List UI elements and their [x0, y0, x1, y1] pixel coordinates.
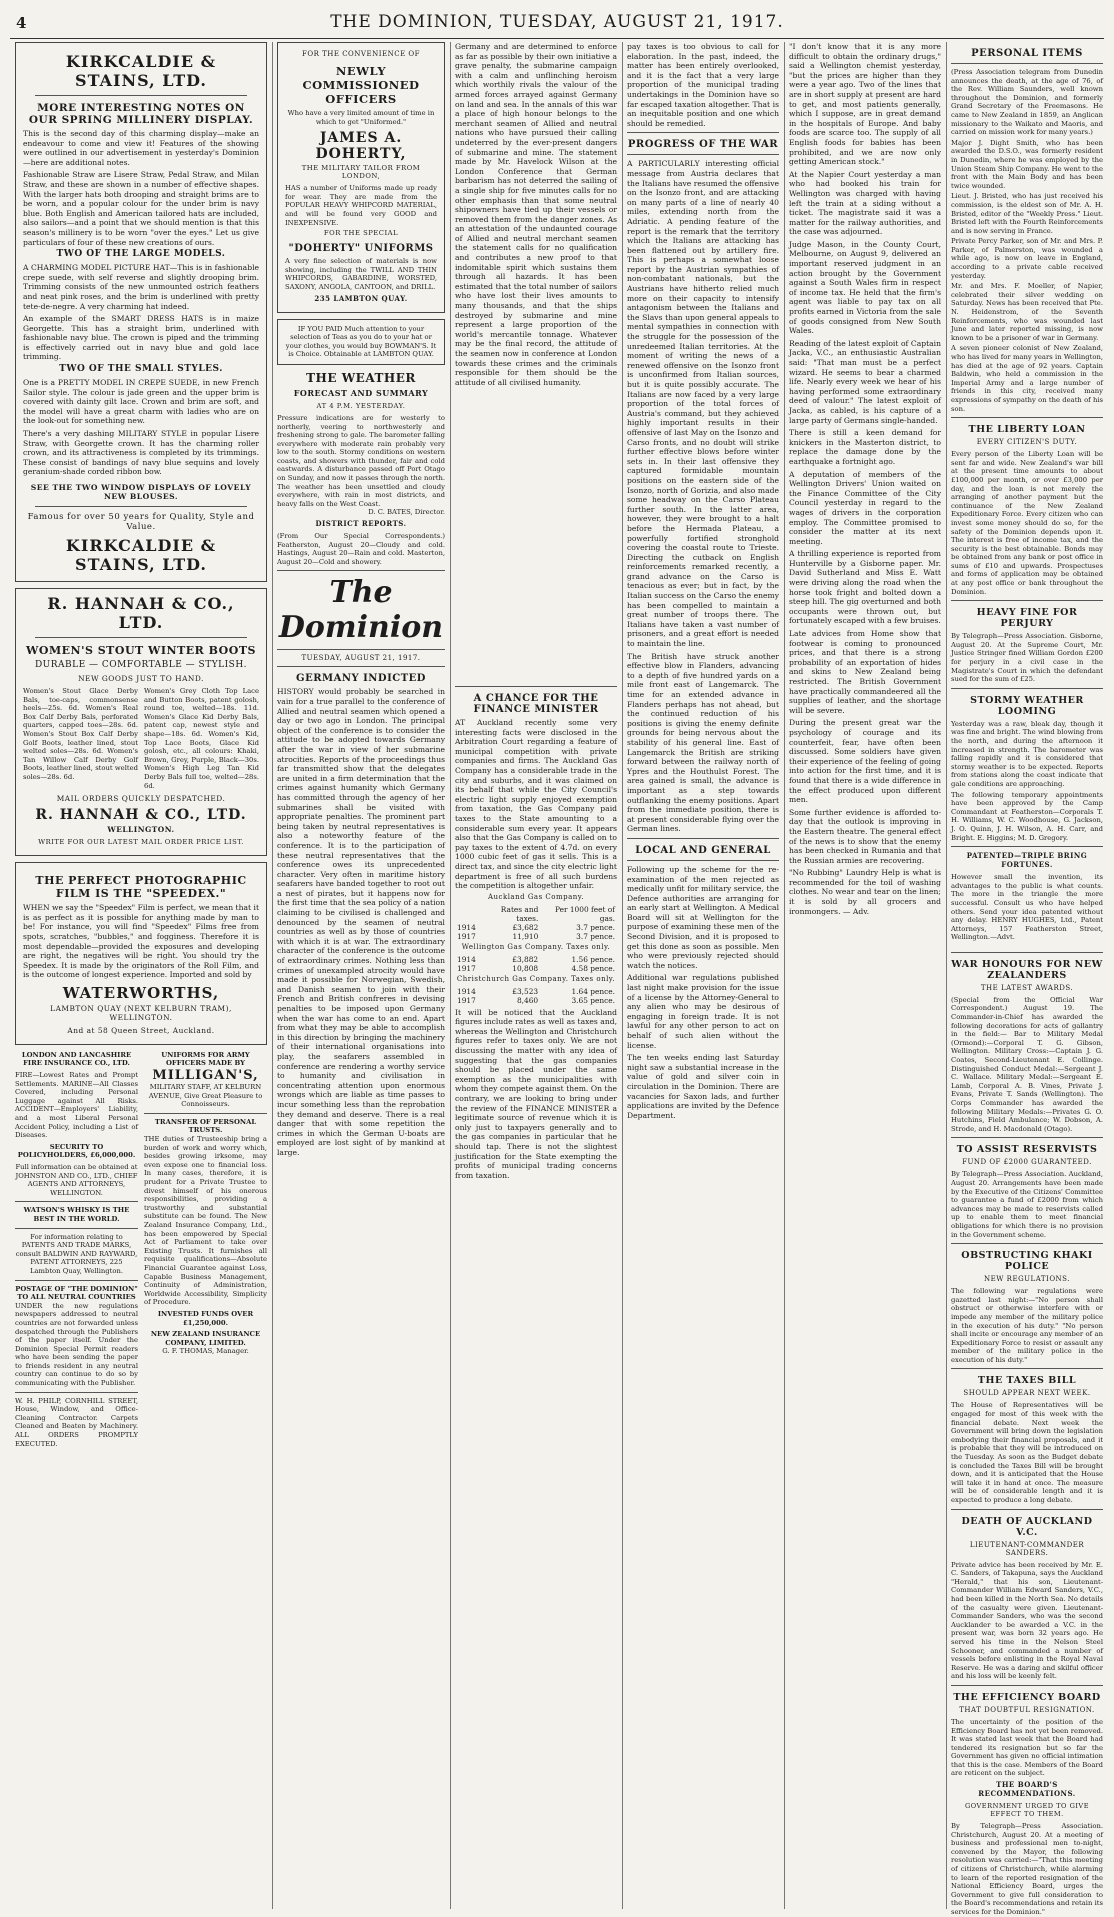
hannah-mail: MAIL ORDERS QUICKLY DESPATCHED. — [56, 794, 226, 804]
fortunes-head: PATENTED—TRIPLE BRING FORTUNES. — [966, 851, 1088, 870]
postage-body: UNDER the new regulations newspapers addressed to neutral countries are not forwarded unless despatched through the Publishers of the paper itself. Under the Dominion Special Permit readers who have been sending the paper to friends resident in any neutral country can continue to do so by communicating with the Publisher. — [15, 1301, 138, 1388]
taxes-head: THE TAXES BILL — [977, 1375, 1077, 1387]
table-cell: 3.65 pence. — [571, 995, 615, 1005]
progress-head: PROGRESS OF THE WAR — [627, 139, 779, 151]
insurance-security: SECURITY TO POLICYHOLDERS, £6,000,000. — [17, 1142, 136, 1160]
efficiency-sub: THAT DOUBTFUL RESIGNATION. — [959, 1705, 1095, 1714]
finance-body: AT Auckland recently some very interesting facts were disclosed in the Arbitration Court regarding a feature of municipal competition with private companies and firms. The Auckland Gas Company has a considerable trade in the city and suburbs, and it was claimed on its behalf that while the City Council's electric light supply enjoyed exemption from taxation, the Gas Company paid taxes to the State amounting to a considerable sum every year. It appears also that the Gas Company is called on to pay taxes to the extent of 4.7d. on every 1000 cubic feet of gas it sells. This is a direct tax, and since the city electric light department is free of all such burdens the competition is altogether unfair. — [455, 718, 617, 891]
column-5 — [784, 42, 946, 1909]
masthead-rule — [10, 38, 1104, 39]
kirkcaldie-ad — [15, 42, 267, 582]
progress-body: The British have struck another effective blow in Flanders, advancing to a depth of five hundred yards on a mile front east of Langemarck. The time for an extended advance in Flanders perhaps has not ahead, but the continued reduction of his positions is giving the enemy definite grounds for being nervous about the stability of his general line. East of Langemarck the British are striking forward between the railway north of Ypres and the Houthulst Forest. The area gained is small, the advance is important as a step towards outflanking the enemy positions. Apart from the immediate position, there is at present considerable flying over the German lines. — [627, 651, 779, 834]
table-cell: 3.7 pence. — [576, 922, 615, 932]
local-item: "I don't know that it is any more difficult to obtain the ordinary drugs," said a Wellington chemist yesterday, "but the prices are higher than they were a year ago. Two of the lines that are in short supply at present are hard to get, and most patients generally, which I suppose, are in great demand in the hospitals of Europe. And baby foods are scarce too. The supply of all English foods for babies has been prohibited, and we are now only getting American stock." — [789, 42, 941, 167]
kirkcaldie-para: A CHARMING MODEL PICTURE HAT—This is in fashionable crepe suede, with self reverse and slightly drooping brim. Trimming consists of the new unmounted ostrich feathers and neat pink roses, and the brim is underlined with pretty tete-de-negre. A very charming hat indeed. — [23, 263, 259, 311]
local-body: The ten weeks ending last Saturday night saw a substantial increase in the value of gold and silver coin in circulation in the Dominion. There are vacancies for Saxon lads, and further applications are invited by the Defence Department. — [627, 1053, 779, 1120]
kirkcaldie-name: KIRKCALDIE & STAINS, LTD. — [65, 536, 217, 574]
table-cell: £3,523 — [512, 986, 539, 996]
progress-body: A PARTICULARLY interesting official message from Austria declares that the Italians have resumed the offensive on the Isonzo front, and are attacking on many parts of a line of nearly 40 miles, extending north from the Adriatic. A pending feature of the report is the remark that the territory which the Italians are attacking has been flattened out by artillery fire. This is perhaps a somewhat loose report by the Austrian sympathies of non-combatant nationals, but the Austrians have hitherto relied much more on their capacity to intensify antagonism between the Italians and the Slavs than upon general appeals to mental sympathies in connection with the struggle for the possession of the unredeemed Italian territories. At the moment of writing the news of a renewed offensive on the Isonzo front is unconfirmed from Italian sources, but it is quite possibly accurate. The Italians are now faced by a very large proportion of the total forces of Austria's command, but they achieved highly important results in their offensive of last May on the Isonzo and Carso fronts, and no doubt will strike further effective blows before winter sets in. In their last offensive they captured formidable mountain positions on the eastern side of the Isonzo, north of Gorizia, and also made some headway on the Carso Plateau further south. In the latter area, however, they were brought to a halt before the Hermada Plateau, a powerfully fortified stronghold covering the coastal route to Trieste. Directing the cutback on English reinforcements remarked recently, a grand advance on the Carso is tenacious as ever; but in fact, by the Italian success on the Carso the enemy has been compelled to maintain a great number of troops there. The Italians have taken a vast number of prisoners, and a great effort is needed to maintain the line. — [627, 159, 779, 649]
khaki-sub: NEW REGULATIONS. — [984, 1275, 1070, 1284]
table-row — [455, 996, 617, 1005]
khaki-head: OBSTRUCTING KHAKI POLICE — [961, 1250, 1093, 1273]
death-body: Private advice has been received by Mr. E. C. Sanders, of Takapuna, says the Auckland "Herald," that his son, Lieutenant-Commander William Edward Sanders, V.C., had been killed in the North Sea. No details of the casualty were given. Lieutenant-Commander Sanders, who was the second Aucklander to be awarded a V.C. in the present war, was born 32 years ago. He served his time in the Nelson Steel Schooner, and commanded a number of vessels before enlisting in the Royal Naval Reserve. He was a daring and skilful officer and his loss will be keenly felt. — [951, 1560, 1103, 1681]
doherty-ad — [277, 42, 445, 313]
hannah-left-list: Women's Stout Glace Derby Bals, toe-caps, commonsense heels—25s. 6d. Women's Real Box Calf Derby Bals, perforated quarters, capped toes—28s. 6d. Women's Stout Box Calf Derby Golf Boots, leather lined, stout welted soles—28s. 6d. Women's Tan Willow Calf Derby Golf Boots, leather lined, stout welted soles—28s. 6d. — [23, 687, 138, 781]
kirkcaldie-headline: MORE INTERESTING NOTES ON OUR SPRING MILLINERY DISPLAY. — [28, 102, 254, 126]
finance-table-title: Auckland Gas Company. — [487, 892, 585, 901]
table-cell: £3,882 — [512, 954, 539, 964]
personal-body: A seven pioneer colonist of New Zealand, who has lived for many years in Wellington, has died at the age of 92 years. Captain Baldwin, who held a commission in the Imperial Army and a large number of friends in this city, received many expressions of sympathy on the death of his son. — [951, 344, 1103, 413]
doherty-address: 235 LAMBTON QUAY. — [314, 293, 408, 303]
table-cell: 1917 — [457, 931, 476, 941]
trusts-head: TRANSFER OF PERSONAL TRUSTS. — [154, 1117, 257, 1135]
table-cell: 11,910 — [512, 931, 539, 941]
districts-head: DISTRICT REPORTS. — [315, 519, 407, 529]
table-cell: Per 1000 feet of gas. — [554, 904, 615, 923]
column-2 — [272, 42, 450, 1909]
personal-body: (Press Association telegram from Dunedin announces the death, at the age of 76, of the Rev. William Saunders, well known throughout the Dominion, and formerly Grand Secretary of the Freemasons. He came to New Zealand in 1859, an Anglican missionary to the Waikato and Maoris, and carried on mission work for many years.) — [951, 68, 1103, 137]
table-cell: 1914 — [457, 954, 476, 964]
weather-sub: FORECAST AND SUMMARY — [293, 387, 429, 398]
table-row — [455, 964, 617, 973]
table-cell: Rates and taxes. — [500, 904, 539, 923]
death-head: DEATH OF AUCKLAND V.C. — [961, 1515, 1093, 1538]
finance-table-title: Christchurch Gas Company. Taxes only. — [456, 974, 616, 983]
death-sub: LIEUTENANT-COMMANDER SANDERS. — [969, 1540, 1085, 1557]
local-item: Some further evidence is afforded to-day that the outlook is improving in the Eastern theatre. The general effect of the news is to show that the enemy has been checked in Rumania and that the Russian armies are recovering. — [789, 807, 941, 865]
doherty-special: FOR THE SPECIAL — [323, 229, 399, 238]
doherty-body: HAS a number of Uniforms made up ready for wear. They are made from the POPULAR HEAVY WHIPCORD MATERIAL, and will be found very GOOD and INEXPENSIVE. — [285, 184, 437, 227]
table-cell: 1917 — [457, 995, 476, 1005]
hannah-sub: NEW GOODS JUST TO HAND. — [78, 674, 204, 683]
table-cell: 1.64 pence. — [571, 986, 615, 996]
trusts-sign: G. F. THOMAS, Manager. — [162, 1347, 249, 1356]
trusts-funds: INVESTED FUNDS OVER £1,250,000. — [157, 1309, 254, 1327]
milligans-address: MILITARY STAFF, AT KELBURN AVENUE, Give Great Pleasure to Connoisseurs. — [148, 1083, 263, 1109]
whisky-ad: WATSON'S WHISKY IS THE BEST IN THE WORLD. — [23, 1206, 130, 1223]
perjury-body: By Telegraph—Press Association. Gisborne, August 20. At the Supreme Court, Mr. Justice Stringer fined William Gordon £200 for perjury in a civil case in the Magistrate's Court in which the defendant sued for the sum of £25. — [951, 632, 1103, 684]
local-body: Additional war regulations published last night make provision for the issue of a license by the Attorney-General to any alien who may be desirous of engaging in foreign trade. It is not lawful for any other person to act on behalf of such alien without the license. — [627, 973, 779, 1050]
districts-body: (From Our Special Correspondents.) Featherston, August 20—Cloudy and cold. Hastings, August 20—Rain and cold. Masterton, August 20—Cold and showery. — [277, 532, 445, 566]
milligans-name: MILLIGAN'S, — [152, 1068, 259, 1084]
editorial-body: HISTORY would probably be searched in vain for a true parallel to the conference of Allied and neutral seamen which opened a day or two ago in London. The principal object of the conference is to consider the attitude to be adopted towards Germany after the war in view of her submarine atrocities. Reports of the proceedings thus far transmitted show that the delegates are united in a firm determination that the crimes against humanity which Germany has committed through the agency of her submarines shall be visited with appropriate penalties. The prominent part being taken by neutral representatives is also a noteworthy feature of the conference. It is to the participation of these neutral representatives that the conference owes its unprecedented character. Very often in maritime history seafarers have banded together to root out a nest of pirates, but it happens now for the first time that the sea policy of a nation claiming to be civilised is challenged and denounced by the seamen of neutral countries as well as by those of countries with which it is at war. The extraordinary character of the conference is the outcome of extraordinary crimes. Nothing less than crimes of unexampled atrocity would have made it possible for Norwegian, Swedish, and Danish seamen to join with their French and British confreres in devising penalties to be imposed upon Germany when the war has come to an end. Apart from what they may be able to accomplish in this direction by bringing the machinery of their international organisations into play, the seafarers assembled in conference are rendering a worthy service to humanity and civilisation in concentrating attention upon enormous wrongs which are liable as time passes to incur something less than the reprobation they demand and deserve. There is a real danger that with some repetition the crimes in which the German U-boats are employed are lost sight of by mankind at large. — [277, 687, 445, 1157]
hannah-headline: WOMEN'S STOUT WINTER BOOTS — [26, 644, 256, 657]
finance-body: It will be noticed that the Auckland figures include rates as well as taxes and, whereas the Wellington and Christchurch figures refer to taxes only. We are not discussing the matter with any idea of suggesting that the gas companies should be placed under the same exemption as the municipalities with whom they compete against them. On the contrary, we are looking to bring under the review of the FINANCE MINISTER a legitimate source of revenue which it is only just to taxpayers generally and to the gas companies in particular that he should tap. There is not the slightest justification for the State exempting the profits of municipal trading concerns from taxation. — [455, 1007, 617, 1180]
local-item: There is still a keen demand for knickers in the Masterton district, to replace the damage done by the earthquake a fortnight ago. — [789, 428, 941, 466]
reservists-head: TO ASSIST RESERVISTS — [956, 1144, 1098, 1156]
efficiency-body: The uncertainty of the position of the Efficiency Board has not yet been removed. It was stated last week that the Board had tendered its resignation but so far the Government has given no official intimation that this is the case. Members of the Board are reticent on the subject. — [951, 1717, 1103, 1778]
weather-sign: D. C. BATES, Director. — [368, 508, 445, 517]
table-cell: 10,808 — [512, 963, 539, 973]
khaki-body: The following war regulations were gazetted last night:—"No person shall obstruct or otherwise interfere with or impede any member of the military police in the execution of his duty." "No person shall incite or encourage any member of an Expeditionary Force to resist or assault any member of the military police in the execution of his duty." — [951, 1287, 1103, 1364]
table-cell — [455, 905, 478, 923]
column-4 — [622, 42, 784, 1909]
personal-body: Mr. and Mrs. F. Moeller, of Napier, celebrated their silver wedding on Saturday. News has been received that Pte. N. Heidenstrom, of the Seventh Reinforcements, who was wounded last June and later reported missing, is now known to be a prisoner of war in Germany. — [951, 282, 1103, 342]
doherty-name: JAMES A. DOHERTY, — [315, 130, 407, 163]
doherty-sub: THE MILITARY TAILOR FROM LONDON, — [301, 164, 421, 181]
table-cell: 8,460 — [516, 995, 539, 1005]
finance-head: A CHANCE FOR THE FINANCE MINISTER — [473, 693, 599, 715]
date-line: TUESDAY, AUGUST 21, 1917. — [301, 654, 421, 663]
finance-table-title: Wellington Gas Company. Taxes only. — [461, 942, 611, 951]
kirkcaldie-subhead: TWO OF THE LARGE MODELS. — [56, 249, 226, 260]
personal-head: PERSONAL ITEMS — [971, 48, 1083, 59]
editorial-continued: Germany and are determined to enforce as far as possible by their own initiative a grave penalty, the submarine campaign with a calm and unflinching heroism which worthily rivals the valour of the armed forces arrayed against Germany on land and sea. In the annals of this war a place of high honour belongs to the merchant seamen of Allied and neutral nations who have pursued their calling undeterred by the ever-present dangers of submarine and mine. The statement made by Mr. Havelock Wilson at the London Conference that German barbarism has not deterred the sailing of a single ship for five minutes calls for no other emphasis than that some neutral shipowners have tied up their vessels or removed them from the danger zones. As an attestation of the undaunted courage of Allied and neutral merchant seamen the statement calls for no qualification and contributes a new proof to that indomitable spirit which sustains them through all hazards. It has been estimated that the total number of sailors who have lost their lives amounts to many thousands, and that the ships destroyed by submarine and mine represent a large proportion of the world's mercantile tonnage. Whatever may be the final record, the attitude of the seamen now in conference at London towards these crimes and the criminals responsible for them should be the attitude of all civilised humanity. — [455, 42, 617, 387]
board-body: By Telegraph—Press Association. Christchurch, August 20. At a meeting of business and professional men to-night, convened by the Mayor, the following resolution was carried:—"That this meeting of citizens of Christchurch, while alarming to learn of the reported resignation of the National Efficiency Board, urges the Government to give full consideration to the Board's recommendations and retain its services for the Dominion." — [951, 1822, 1103, 1916]
kirkcaldie-intro: This is the second day of this charming display—make an endeavour to come and view it! Features of the showing were outlined in our advertisement in yesterday's Dominion—here are additional notes. — [23, 129, 259, 167]
hannah-city: WELLINGTON. — [107, 825, 175, 835]
hannah-name: R. HANNAH & CO., LTD. — [47, 594, 235, 632]
local-item: Late advices from Home show that footwear is coming to pronounced prices, and that there is a strong probability of an exportation of hides and skins to New Zealand being restricted. The British Government have practically commandeered all the supplies of leather, and the shortage will be severe. — [789, 629, 941, 715]
kirkcaldie-name: KIRKCALDIE & STAINS, LTD. — [65, 52, 217, 90]
newspaper-title: THE DOMINION, TUESDAY, AUGUST 21, 1917. — [330, 12, 784, 32]
kirkcaldie-famous: Famous for over 50 years for Quality, Style and Value. — [27, 512, 255, 532]
table-cell: 4.58 pence. — [571, 963, 615, 973]
speedex-body: WHEN we say the "Speedex" Film is perfect, we mean that it is as perfect as it is possible for anything made by man to be! For instance, you will find "Speedex" Films free from spots, scratches, "bubbles," and fogginess. Therefore it is most dependable—provided the exposures and developing are right, the negatives will be right. You should try the Speedex. It is made by the originators of the Roll Film, and is the outcome of longest experience. Imported and sold by — [23, 903, 259, 980]
dominion-logo: The Dominion — [278, 575, 444, 646]
editorial-head: GERMANY INDICTED — [296, 673, 426, 685]
table-row — [455, 955, 617, 964]
postage-head: POSTAGE OF "THE DOMINION" TO ALL NEUTRAL COUNTRIES — [15, 1284, 138, 1302]
page-number: 4 — [16, 14, 27, 32]
patents-ad: For information relating to PATENTS AND TRADE MARKS, consult BALDWIN AND RAYWARD, PATENT ATTORNEYS, 225 Lambton Quay, Wellington. — [15, 1232, 138, 1275]
bowman-ad: IF YOU PAID Much attention to your selection of Teas as you do to your hat or your clothes, you would buy BOWMAN'S. It is Choice. Obtainable at LAMBTON QUAY. — [277, 319, 445, 365]
local-item: "No Rubbing" Laundry Help is what is recommended for the toil of washing clothes. No wear and tear on the linen; it is sold by all grocers and ironmongers. — Adv. — [789, 868, 941, 916]
table-cell: 3.7 pence. — [576, 931, 615, 941]
newly-commissioned: NEWLY COMMISSIONED OFFICERS — [302, 64, 420, 106]
table-row — [455, 923, 617, 932]
local-item: A deputation of members of the Wellington Drivers' Union waited on the Finance Committee of the City Council yesterday in regard to the wages of drivers in the corporation employ. The Committee promised to consider the matter at its next meeting. — [789, 469, 941, 546]
local-head: LOCAL AND GENERAL — [635, 844, 771, 856]
local-item: Judge Mason, in the County Court, Melbourne, on August 9, delivered an important reserved judgment in an action brought by the Government against a South Wales firm in respect of income tax. He held that the firm's agent was liable to pay tax on all profits earned in Victoria from the sale of goods consigned from New South Wales. — [789, 239, 941, 336]
speedex-ad — [15, 862, 267, 1045]
finance-table — [455, 987, 617, 1005]
insurance-title: LONDON AND LANCASHIRE FIRE INSURANCE CO., LTD. — [21, 1050, 132, 1068]
hannah-ad — [15, 588, 267, 856]
waterworths-name: WATERWORTHS, — [62, 983, 220, 1002]
kirkcaldie-window: SEE THE TWO WINDOW DISPLAYS OF LOVELY NEW BLOUSES. — [30, 483, 252, 501]
philp-ad: W. H. PHILP, CORNHILL STREET, House, Window, and Office-Cleaning Contractor. Carpets Cleaned and Beaten by Machinery. ALL ORDERS PROMPTLY EXECUTED. — [15, 1396, 138, 1448]
waterworths-address: LAMBTON QUAY (NEXT KELBURN TRAM), WELLINGTON. — [50, 1003, 232, 1022]
hannah-write: WRITE FOR OUR LATEST MAIL ORDER PRICE LIST. — [38, 838, 244, 847]
newly-body: Who have a very limited amount of time in which to get "Uniformed." — [287, 109, 435, 126]
kirkcaldie-para: One is a PRETTY MODEL IN CREPE SUEDE, in new French Sailor style. The colour is jade green and the upper brim is covered with dainty gilt lace. Crown and brim are soft, and the model will have a great charm with ladies who are on the look-out for something new. — [23, 378, 259, 426]
stormy-head: STORMY WEATHER LOOMING — [970, 694, 1084, 717]
loan-head: THE LIBERTY LOAN — [968, 424, 1086, 436]
convenience-line: FOR THE CONVENIENCE OF — [302, 50, 420, 58]
doherty-body: A very fine selection of materials is now showing, including the TWILL AND THIN WHIPCORDS, GABARDINE, WORSTED, SAXONY, ANGOLA, CANTOON, and DRILL. — [285, 257, 437, 291]
article-text: pay taxes is too obvious to call for elaboration. In the past, indeed, the matter has been entirely overlooked, and it is the fact that a very large proportion of the municipal trading undertakings in the Dominion have so far escaped taxation altogether. That is an inequitable position and one which should be remedied. — [627, 42, 779, 128]
reservists-sub: FUND OF £2000 GUARANTEED. — [962, 1158, 1092, 1167]
table-cell: £3,682 — [512, 922, 539, 932]
speedex-headline: THE PERFECT PHOTOGRAPHIC FILM IS THE "SPEEDEX." — [35, 874, 247, 901]
taxes-body: The House of Representatives will be engaged for most of this week with the financial debate. Next week the Government will bring down the legislation embodying their financial proposals, and it is probable that they will be introduced on the Tuesday. As soon as the Budget debate is concluded the Taxes Bill will be brought down, and it is anticipated that the House will take it in hand at once. The measure will be of considerable length and it is expected to produce a long debate. — [951, 1401, 1103, 1504]
local-item: Reading of the latest exploit of Captain Jacka, V.C., an enthusiastic Australian said: "That man must be a perfect wizard. He seems to bear a charmed life. Nearly every week we hear of his having performed some extraordinary deed of valour." The latest exploit of Jacka, as cabled, is his capture of a large party of Germans single-handed. — [789, 338, 941, 425]
finance-table — [455, 955, 617, 973]
table-cell: 1914 — [457, 986, 476, 996]
column-6 — [946, 42, 1108, 1916]
reservists-body: By Telegraph—Press Association. Auckland, August 20. Arrangements have been made by the Executive of the Citizens' Committee to guarantee a fund of £2000 from which advances may be made to reservists called up to enable them to meet financial obligations for which there is no provision in the Government scheme. — [951, 1170, 1103, 1239]
honours-body: (Special from the Official War Correspondent.) August 19. The Commander-in-Chief has awarded the following decorations for acts of gallantry in the field:— Bar to Military Medal (Ormond):—Corporal T. G. Gibson, Wellington. Military Cross:—Captain J. G. Coates, Second-Lieutenant E. Collinge. Distinguished Conduct Medal:—Sergeant J. C. Wallace. Military Medal:—Sergeant E. Lamb, Corporal A. B. Vines, Private J. Evans, Private T. Sands (Wellington). The Corps Commander has awarded the following Military Medals:—Privates G. O. Hutchins, Field Ambulance; W. Dobson, A. Strode, and H. Macdonald (Otago). — [951, 995, 1103, 1133]
table-cell: 1914 — [457, 922, 476, 932]
kirkcaldie-para: There's a very dashing MILITARY STYLE in popular Lisere Straw, with Georgette crown. It has the charming roller crown, and its attractiveness is completed by its trimmings. These consist of bandings of navy blue sequins and lovely geranium-shade corded ribbon bow. — [23, 429, 259, 477]
local-item: During the present great war the psychology of courage and its counterfeit, fear, have often been discussed. Some soldiers have given their experience of the feeling of going into action for the first time, and it is found that there is a wide difference in the effect produced upon different men. — [789, 718, 941, 805]
trusts-body: THE duties of Trusteeship bring a burden of work and worry which, besides growing irksome, may even expose one to financial loss. In many cases, therefore, it is prudent for a Private Trustee to divest himself of his onerous responsibilities, providing a trustworthy and substantial substitute can be found. The New Zealand Insurance Company, Ltd., has been empowered by Special Act of Parliament to take over Existing Trusts. It furnishes all requisite qualifications—Absolute Financial Guarantee against Loss, Capable Business Management, Continuity of Administration, Worldwide Accessibility, Simplicity of Procedure. — [144, 1135, 267, 1307]
ad-column — [10, 42, 272, 1909]
board-head: THE BOARD'S RECOMMENDATIONS. — [978, 1780, 1076, 1799]
loan-sub: EVERY CITIZEN'S DUTY. — [976, 438, 1078, 447]
table-cell: 1.56 pence. — [571, 954, 615, 964]
hannah-name: R. HANNAH & CO., LTD. — [35, 807, 247, 824]
table-row — [455, 932, 617, 941]
hannah-right-list: Women's Grey Cloth Top Lace and Button Boots, patent golosh, round toe, welted—18s. 11d. Women's Glace Kid Derby Bals, patent cap, newest style and shape—18s. 6d. Women's Kid, Top Lace Boots, Glace Kid golosh, etc., all colours: Khaki, Brown, Grey, Purple, Black—30s. Women's High Leg Tan Kid Derby Bals full toe, welted—28s. 6d. — [144, 687, 259, 790]
honours-head: WAR HONOURS FOR NEW ZEALANDERS — [951, 958, 1103, 981]
table-row — [455, 905, 617, 923]
masthead — [0, 0, 1114, 32]
waterworths-address: And at 58 Queen Street, Auckland. — [67, 1025, 215, 1035]
weather-head: THE WEATHER — [306, 370, 416, 385]
personal-body: Major J. Dight Smith, who has been awarded the D.S.O., was formerly resident in Dunedin, where he was employed by the Union Steam Ship Company. He went to the front with the Main Body and has been twice wounded. — [951, 138, 1103, 190]
personal-body: Lieut. J. Bristed, who has just received his commission, is the eldest son of Mr. A. H. Bristed, editor of the "Weekly Press." Lieut. Bristed left with the Fourth Reinforcements and is now serving in France. — [951, 192, 1103, 235]
weather-time: AT 4 P.M. YESTERDAY. — [316, 401, 406, 410]
finance-table — [455, 905, 617, 941]
board-sub: GOVERNMENT URGED TO GIVE EFFECT TO THEM. — [964, 1802, 1090, 1819]
insurance-body: FIRE—Lowest Rates and Prompt Settlements. MARINE—All Classes Covered, including Personal Luggage against All Risks. ACCIDENT—Employers' Liability, and a most Liberal Personal Accident Policy, including a List of Diseases. — [15, 1071, 138, 1140]
table-row — [455, 987, 617, 996]
kirkcaldie-para: Fashionable Straw are Lisere Straw, Pedal Straw, and Milan Straw, and these are shown in a number of effective shapes. With the larger hats both drooping and straight brims are to be worn, and a popular colour for the under brim is navy blue. Both English and American tailored hats are included, also sailors—and a point that we should mention is that this season's millinery is to be worn "over the eyes." Let us give particulars of four of these new creations of ours. — [23, 170, 259, 247]
local-body: Following up the scheme for the re-examination of the men rejected as medically unfit for military service, the Defence authorities are arranging for an early start at Wellington. A Medical Board will sit at Wellington for the purpose of examining these men of the Second Division, and it is proposed to get this done as soon as possible. Men who were previously rejected should watch the notices. — [627, 864, 779, 970]
local-item: A thrilling experience is reported from Hunterville by a Gisborne paper. Mr. David Sutherland and Miss E. Watt were driving along the road when the horse took fright and bolted down a steep hill. The gig overturned and both occupants were thrown out, but fortunately escaped with a few bruises. — [789, 549, 941, 626]
table-cell: 1917 — [457, 963, 476, 973]
personal-body: Private Percy Parker, son of Mr. and Mrs. P. Parker, of Palmerston, was wounded a while ago, is now on leave in England, according to a private cable received yesterday. — [951, 237, 1103, 280]
honours-sub: THE LATEST AWARDS. — [980, 983, 1074, 992]
doherty-uniforms: "DOHERTY" UNIFORMS — [288, 243, 434, 255]
uniforms-title: UNIFORMS FOR ARMY OFFICERS MADE BY — [161, 1050, 250, 1068]
loan-body: Every person of the Liberty Loan will be sent far and wide. New Zealand's war bill at the present time amounts to about £100,000 per month, or over £3,000 per day, and the loan is not merely the arranging of another payment but the continuance of the New Zealand Expeditionary Force. Every citizen who can invest some money should do so, for the safety of the Dominion depends upon it. The interest is free of income tax, and the security is the best obtainable. Bonds may be obtained from any bank or post office in sums of £10 and upwards. Prospectuses and forms of application may be obtained at any post office or bank throughout the Dominion. — [951, 450, 1103, 596]
local-item: At the Napier Court yesterday a man who had booked his train for Wellington was charged with having left the train at a siding without a ticket. The magistrate said it was a matter for the railway authorities, and the case was adjourned. — [789, 169, 941, 237]
stormy-body: The following temporary appointments have been approved by the Camp Commandant at Featherston—Corporals T. H. Williams, W. C. Woodhouse, G. Jackson, J. O. Quinn, J. H. Wilson, A. H. Carr, and Bright. E. Higgins; M. D. Gregory. — [951, 790, 1103, 842]
taxes-sub: SHOULD APPEAR NEXT WEEK. — [963, 1389, 1091, 1398]
perjury-head: HEAVY FINE FOR PERJURY — [976, 607, 1078, 630]
kirkcaldie-para: An example of the SMART DRESS HATS is in maize Georgette. This has a straight brim, underlined with fashionable navy blue. The crown is piped and the trimming is effectively carried out in navy blue and gold lace trimming. — [23, 314, 259, 362]
fortunes-body: However small the invention, its advantages to the public is what counts. The more in the triangle the more successful. Consult us who have helped others. Send your idea patented without any delay. HENRY HUGHES, Ltd., Patent Attorneys, 157 Featherston Street, Wellington.—Advt. — [951, 873, 1103, 942]
stormy-body: Yesterday was a raw, bleak day, though it was fine and bright. The wind blowing from the north, and during the afternoon it increased in strength. The barometer was falling rapidly and it is considered that stormy weather is to be expected. Reports from stations along the coast indicate that gale conditions are approaching. — [951, 719, 1103, 788]
column-3 — [450, 42, 622, 1909]
trusts-company: NEW ZEALAND INSURANCE COMPANY, LIMITED. — [150, 1330, 261, 1347]
weather-body: Pressure indications are for westerly to northerly, veering to northwesterly and freshening strong to gale. The barometer falling everywhere with moderate rain probably very low to the south. Stormy conditions on western coasts, and showers with thunder, fair and cold eastwards. A disturbance passed off Port Otago on Sunday, and now it passes through the north. The weather has been unsettled and cloudy everywhere, with rain in most districts, and heavy falls on the West Coast. — [277, 413, 445, 508]
hannah-sub: DURABLE — COMFORTABLE — STYLISH. — [34, 660, 248, 670]
kirkcaldie-subhead: TWO OF THE SMALL STYLES. — [59, 364, 223, 375]
insurance-info: Full information can be obtained at JOHNSTON AND CO., LTD., CHIEF AGENTS AND ATTORNEYS, WELLINGTON. — [15, 1163, 138, 1197]
efficiency-head: THE EFFICIENCY BOARD — [953, 1691, 1101, 1703]
